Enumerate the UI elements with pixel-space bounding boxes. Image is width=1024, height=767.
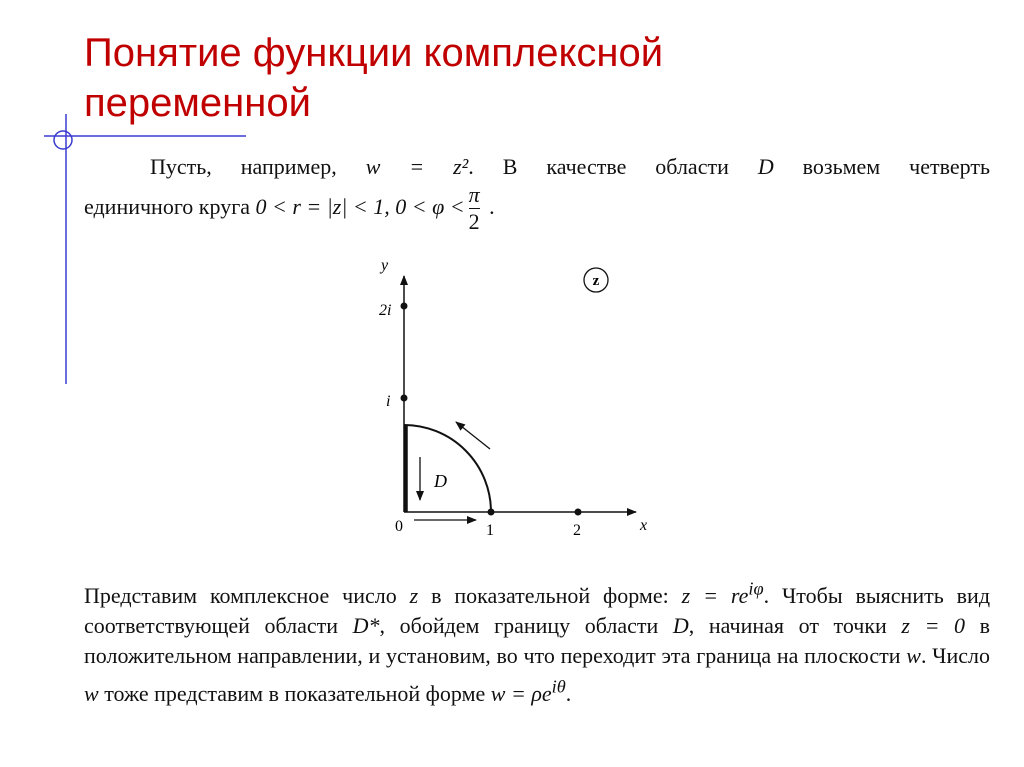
x-axis-label: x [640, 517, 648, 534]
label-i: i [386, 393, 391, 410]
para2-text-5: , начиная от точки [688, 613, 902, 639]
symbol-w-2: w [84, 680, 99, 706]
region-d-star: D* [352, 613, 380, 639]
label-0: 0 [395, 518, 403, 535]
point-i [401, 395, 408, 402]
quarter-circle-arc [404, 425, 491, 512]
label-2i: 2i [379, 302, 392, 319]
formula-w-z2: w = z² [365, 154, 469, 179]
region-label-d: D [434, 471, 447, 491]
region-d-symbol: D [757, 154, 774, 179]
point-2 [575, 509, 582, 516]
slide-title-line1: Понятие функции комплексной [84, 31, 664, 75]
region-d-symbol-2: D [672, 613, 689, 639]
para2-text-7: . Число [920, 643, 990, 669]
para2-text [84, 579, 991, 706]
symbol-w: w [906, 643, 921, 669]
label-2: 2 [573, 522, 581, 539]
para2-text-9: . [565, 680, 572, 706]
exponential-form-paragraph [84, 574, 990, 709]
formula-z-0: z = 0 [901, 613, 966, 639]
para2-text-3: . Чтобы выяснить вид соответствующей области [84, 583, 991, 639]
intro-text-5: . [489, 193, 495, 219]
para2-text-4: , обойдем границу области [379, 613, 673, 639]
y-axis-label: y [381, 257, 389, 274]
para2-text-2: в показательной форме: [418, 583, 682, 609]
intro-text-1: Пусть, например, [150, 154, 366, 179]
symbol-z: z [409, 583, 419, 609]
para2-text-8: тоже представим в показательной форме [98, 680, 491, 706]
intro-text-2: . В качестве области [468, 154, 758, 179]
z-plane-label: z [592, 273, 600, 289]
exponent-i-theta: iθ [551, 676, 566, 697]
intro-text-4: единичного круга [84, 193, 256, 219]
arrow-along-arc [456, 422, 490, 449]
formula-region: 0 < r = |z| < 1, 0 < φ < [255, 193, 465, 219]
intro-text-3: возьмем четверть [773, 154, 990, 179]
formula-z-re: z = re [681, 583, 749, 609]
para2-text-6: в положительном направлении, и установим, во что переходит эта граница на плоскости [84, 613, 990, 669]
para2-text-1: Представим комплексное число [84, 583, 410, 609]
formula-w-rho-e: w = ρe [490, 680, 552, 706]
fraction-numerator: π [468, 182, 480, 207]
exponent-i-phi: iφ [748, 579, 764, 599]
slide-title-line2: переменной [84, 81, 311, 125]
fraction-denominator: 2 [468, 209, 480, 234]
point-2i [401, 303, 408, 310]
label-1: 1 [486, 522, 494, 539]
